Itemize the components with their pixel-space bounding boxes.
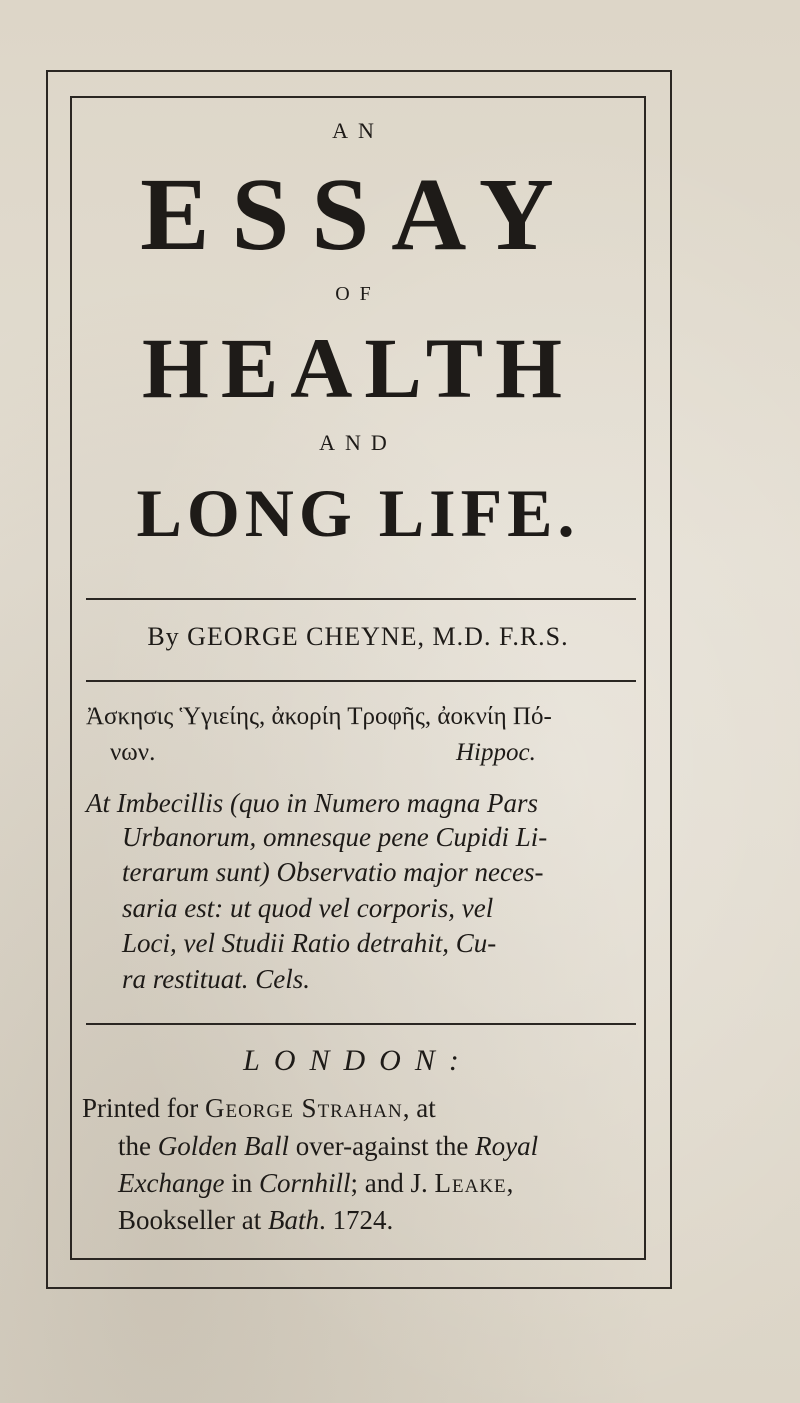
imprint-exchange: Exchange [118, 1168, 225, 1198]
latin-epigraph-line5: Loci, vel Studii Ratio detrahit, Cu- [122, 928, 497, 958]
imprint-year: . 1724. [318, 1205, 394, 1235]
title-and: AND [319, 430, 397, 455]
title-long-life: LONG LIFE. [136, 475, 580, 551]
imprint-at: , at [402, 1093, 436, 1123]
author-byline: By GEORGE CHEYNE, M.D. F.R.S. [147, 622, 569, 651]
title-of: OF [335, 283, 381, 305]
greek-epigraph-attribution: Hippoc. [456, 739, 536, 766]
imprint-leake: Leake [434, 1168, 507, 1198]
imprint-line1 [82, 1090, 652, 1127]
imprint-line3 [82, 1165, 688, 1202]
rule-after-title [86, 598, 636, 600]
imprint-golden-ball: Golden Ball [157, 1131, 289, 1161]
greek-epigraph-word: νων. [110, 739, 156, 766]
imprint-publisher-name: George Strahan [204, 1093, 403, 1123]
title-an: AN [332, 118, 384, 143]
title-essay: ESSAY [140, 157, 576, 272]
imprint-royal: Royal [475, 1131, 539, 1161]
imprint-printed-for: Printed for [82, 1093, 205, 1123]
imprint-cornhill: Cornhill [258, 1168, 351, 1198]
latin-epigraph-line2: Urbanorum, omnesque pene Cupidi Li- [122, 822, 548, 852]
latin-epigraph-line1: At Imbecillis (quo in Numero magna Pars [86, 788, 538, 818]
latin-epigraph-line3: terarum sunt) Observatio major neces- [122, 857, 544, 887]
imprint-line4 [82, 1202, 688, 1239]
rule-before-imprint [86, 1023, 636, 1025]
greek-epigraph-line2 [86, 736, 642, 770]
imprint-comma: , [506, 1168, 514, 1198]
rule-after-byline [86, 680, 636, 682]
imprint-bookseller-at: Bookseller at [118, 1205, 268, 1235]
imprint-over-against: over-against the [288, 1131, 476, 1161]
imprint-in: in [224, 1168, 259, 1198]
imprint-the: the [118, 1131, 158, 1161]
imprint-and-j: ; and J. [350, 1168, 435, 1198]
imprint-city: LONDON: [243, 1044, 473, 1077]
greek-epigraph-line1: Ἀσκησις Ὑγιείης, ἀκορίη Τροφῆς, ἀοκνίη Πό- [86, 703, 552, 730]
title-health: HEALTH [141, 320, 575, 416]
imprint-bath: Bath [267, 1205, 319, 1235]
imprint-line2 [82, 1128, 688, 1165]
latin-epigraph-line6: ra restituat. Cels. [122, 964, 311, 994]
latin-epigraph-line4: saria est: ut quod vel corporis, vel [122, 893, 494, 923]
